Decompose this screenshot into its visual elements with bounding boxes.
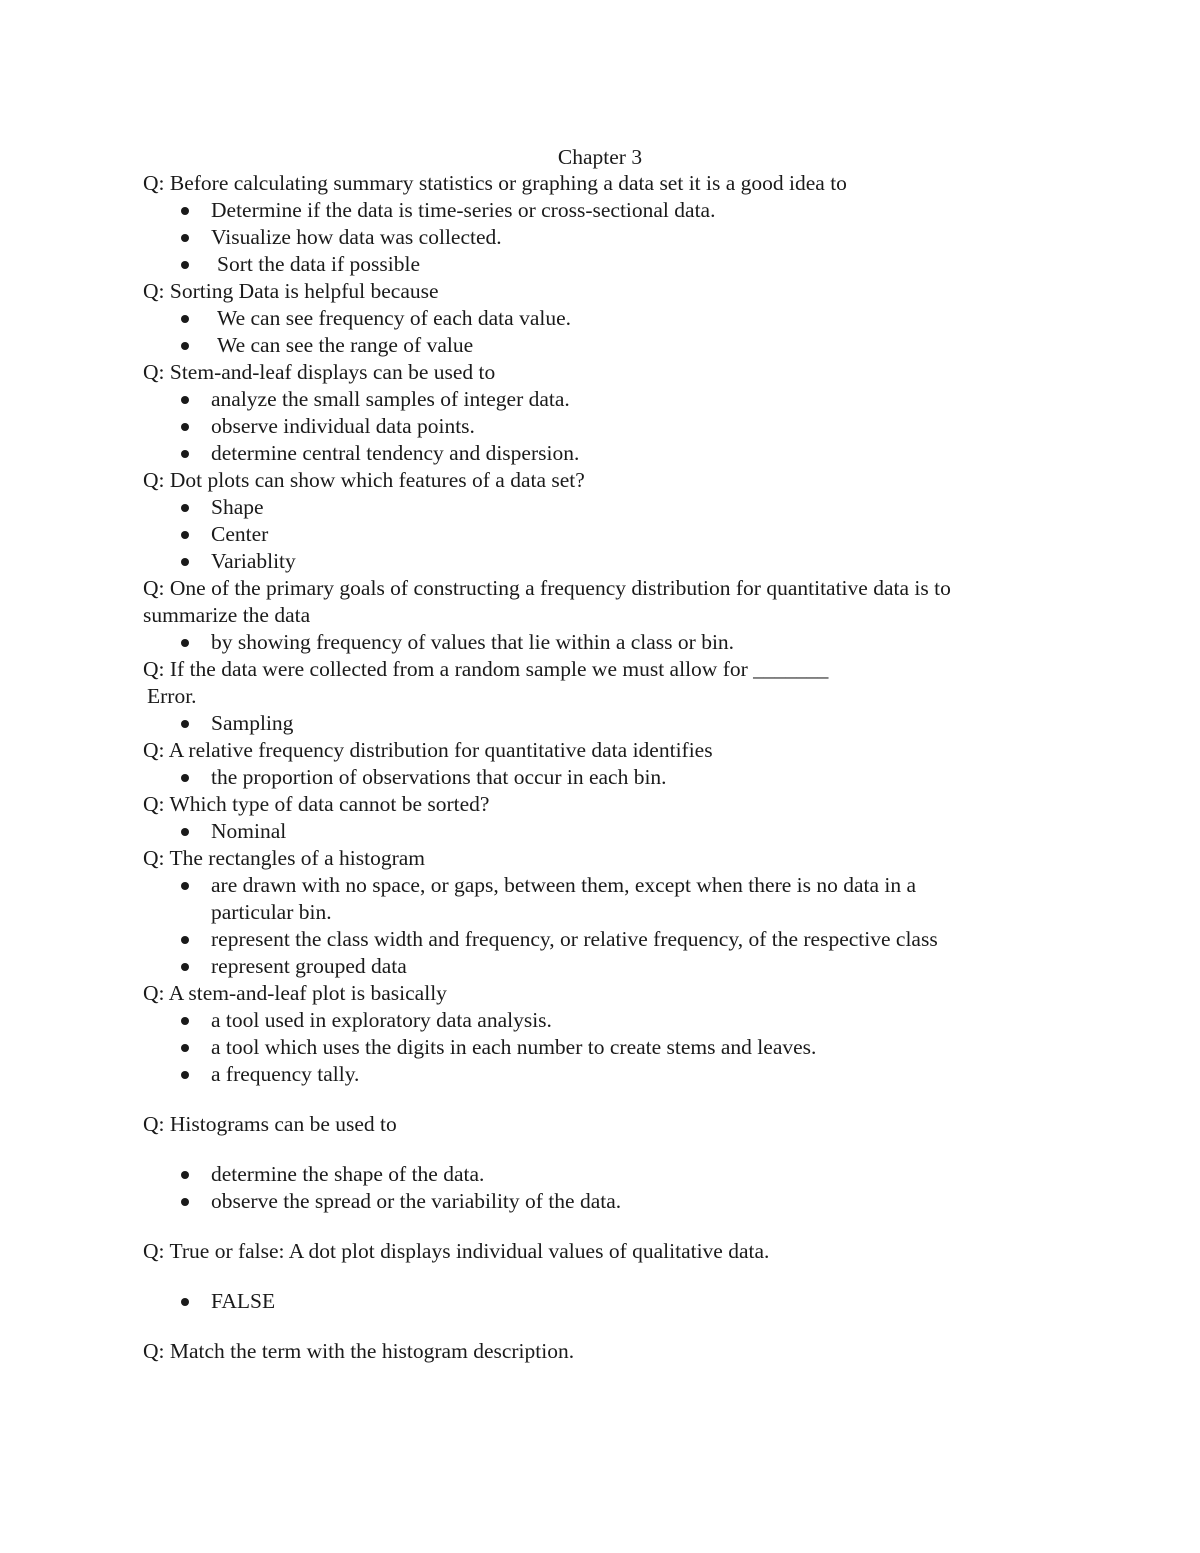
bullet-icon: [181, 1017, 189, 1025]
bullet-icon: [181, 1171, 189, 1179]
question-2: Q: Sorting Data is helpful because: [143, 279, 439, 303]
answer-item: observe the spread or the variability of the data.: [143, 1188, 1043, 1215]
answer-item: represent the class width and frequency, or relative frequency, of the respective class: [143, 926, 1043, 953]
answer-item: observe individual data points.: [143, 413, 1043, 440]
bullet-icon: [181, 261, 189, 269]
answer-item: Variablity: [143, 548, 1043, 575]
bullet-icon: [181, 1044, 189, 1052]
question-list: [143, 170, 1043, 1365]
bullet-icon: [181, 504, 189, 512]
question-9: Q: The rectangles of a histogram: [143, 846, 425, 870]
answer-item: represent grouped data: [143, 953, 1043, 980]
question-5: Q: One of the primary goals of constructing a frequency distribution for quantitative data is to: [143, 576, 951, 600]
bullet-icon: [181, 1298, 189, 1306]
answer-item: We can see frequency of each data value.: [143, 305, 1043, 332]
bullet-icon: [181, 720, 189, 728]
question-8: Q: Which type of data cannot be sorted?: [143, 792, 490, 816]
answer-item: a tool which uses the digits in each number to create stems and leaves.: [143, 1034, 1043, 1061]
answer-item: the proportion of observations that occur in each bin.: [143, 764, 1043, 791]
answer-list-6: [143, 710, 1043, 737]
answer-item: Nominal: [143, 818, 1043, 845]
answer-item: are drawn with no space, or gaps, between them, except when there is no data in a: [143, 872, 1043, 899]
answer-list-8: [143, 818, 1043, 845]
answer-item: analyze the small samples of integer data.: [143, 386, 1043, 413]
bullet-icon: [181, 531, 189, 539]
answer-item: by showing frequency of values that lie within a class or bin.: [143, 629, 1043, 656]
bullet-icon: [181, 423, 189, 431]
bullet-icon: [181, 828, 189, 836]
answer-list-2: [143, 305, 1043, 359]
answer-list-3: [143, 386, 1043, 467]
question-11: Q: Histograms can be used to: [143, 1112, 397, 1136]
page-title: Chapter 3: [557, 145, 643, 169]
answer-list-7: [143, 764, 1043, 791]
answer-item: FALSE: [143, 1288, 1043, 1315]
question-12: Q: True or false: A dot plot displays individual values of qualitative data.: [143, 1239, 770, 1263]
answer-item-continued: particular bin.: [211, 900, 332, 924]
answer-item: We can see the range of value: [143, 332, 1043, 359]
answer-list-11: [143, 1161, 1043, 1215]
bullet-icon: [181, 396, 189, 404]
question-3: Q: Stem-and-leaf displays can be used to: [143, 360, 496, 384]
answer-item: a tool used in exploratory data analysis.: [143, 1007, 1043, 1034]
answer-item: determine central tendency and dispersion.: [143, 440, 1043, 467]
bullet-icon: [181, 774, 189, 782]
answer-item: Shape: [143, 494, 1043, 521]
question-10: Q: A stem-and-leaf plot is basically: [143, 981, 447, 1005]
question-5-continued: summarize the data: [143, 603, 311, 627]
bullet-icon: [181, 639, 189, 647]
answer-item: Determine if the data is time-series or cross-sectional data.: [143, 197, 1043, 224]
answer-list-1: [143, 197, 1043, 278]
answer-list-10: [143, 1007, 1043, 1088]
answer-list-5: [143, 629, 1043, 656]
answer-item: Center: [143, 521, 1043, 548]
answer-item: Sort the data if possible: [143, 251, 1043, 278]
answer-list-12: [143, 1288, 1043, 1315]
answer-list-9: [143, 872, 1043, 980]
answer-item: determine the shape of the data.: [143, 1161, 1043, 1188]
answer-item: Sampling: [143, 710, 1043, 737]
bullet-icon: [181, 1071, 189, 1079]
bullet-icon: [181, 1198, 189, 1206]
bullet-icon: [181, 234, 189, 242]
answer-item: Visualize how data was collected.: [143, 224, 1043, 251]
question-1: Q: Before calculating summary statistics or graphing a data set it is a good idea to: [143, 171, 847, 195]
bullet-icon: [181, 342, 189, 350]
bullet-icon: [181, 450, 189, 458]
question-7: Q: A relative frequency distribution for quantitative data identifies: [143, 738, 713, 762]
bullet-icon: [181, 936, 189, 944]
answer-list-4: [143, 494, 1043, 575]
bullet-icon: [181, 315, 189, 323]
question-13: Q: Match the term with the histogram description.: [143, 1339, 575, 1363]
bullet-icon: [181, 558, 189, 566]
question-4: Q: Dot plots can show which features of a data set?: [143, 468, 585, 492]
answer-item: a frequency tally.: [143, 1061, 1043, 1088]
bullet-icon: [181, 963, 189, 971]
bullet-icon: [181, 882, 189, 890]
bullet-icon: [181, 207, 189, 215]
question-6-continued: Error.: [147, 684, 197, 708]
question-6: Q: If the data were collected from a random sample we must allow for _______: [143, 657, 829, 681]
